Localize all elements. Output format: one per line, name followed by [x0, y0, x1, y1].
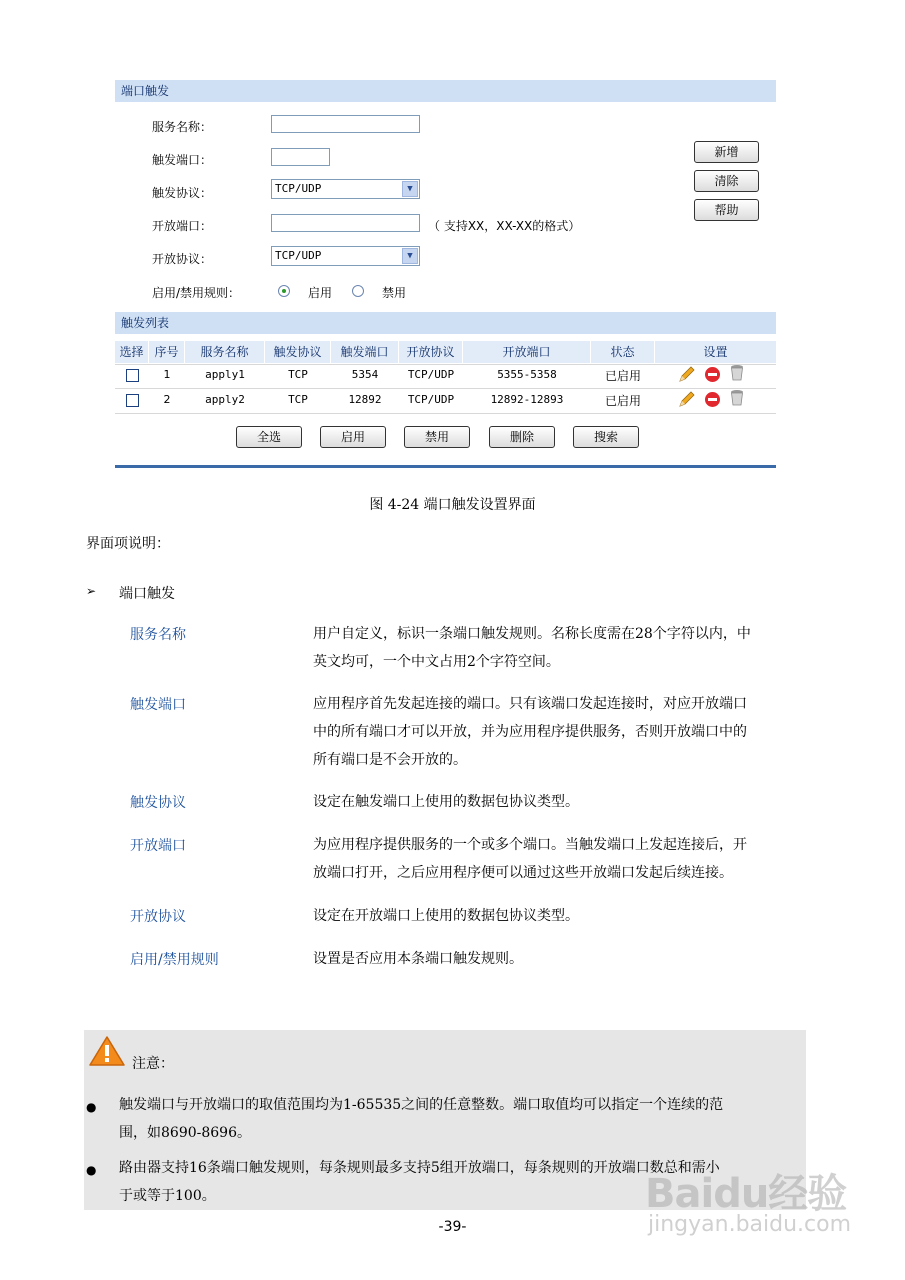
desc-service-name	[313, 620, 813, 676]
chevron-down-icon: ▼	[402, 181, 418, 197]
row-trigger-protocol: TCP	[288, 368, 308, 381]
open-protocol-label: 开放协议：	[152, 252, 213, 266]
row-trigger-port: 5354	[351, 368, 379, 381]
row-open-protocol: TCP/UDP	[407, 393, 455, 406]
col-status: 状态	[591, 341, 655, 363]
figure-caption: 图 4-24 端口触发设置界面	[369, 497, 536, 513]
desc-line: 设定在触发端口上使用的数据包协议类型。	[313, 794, 579, 810]
row-trigger-port: 12892	[348, 393, 382, 406]
enable-radio-label: 启用	[308, 286, 333, 300]
note-line: 触发端口与开放端口的取值范围均为1-65535之间的任意整数。端口取值均可以指定一个连续的范	[119, 1097, 724, 1113]
note-line: 于或等于100。	[119, 1188, 216, 1204]
trash-icon[interactable]	[730, 364, 744, 381]
delete-button[interactable]: 删除	[489, 426, 555, 448]
intro-text: 界面项说明：	[86, 536, 170, 552]
table-header	[115, 341, 776, 363]
edit-pencil-icon[interactable]	[678, 390, 696, 408]
note-line: 路由器支持16条端口触发规则，每条规则最多支持5组开放端口，每条规则的开放端口数总和需小	[119, 1160, 720, 1176]
trigger-protocol-select[interactable]	[271, 179, 420, 199]
rule-toggle-label: 启用/禁用规则：	[152, 286, 241, 300]
disable-icon[interactable]	[705, 392, 720, 407]
open-port-hint: （ 支持XX，XX-XX的格式）	[428, 219, 581, 233]
trash-icon[interactable]	[730, 389, 744, 406]
row-divider	[115, 364, 776, 365]
desc-rule-toggle	[313, 945, 813, 973]
row-index: 2	[163, 393, 171, 406]
row-open-protocol: TCP/UDP	[407, 368, 455, 381]
warning-icon	[88, 1035, 126, 1067]
help-button[interactable]: 帮助	[694, 199, 759, 221]
row-open-port: 5355-5358	[497, 368, 557, 381]
note-line: 围，如8690-8696。	[119, 1125, 251, 1141]
desc-line: 放端口打开，之后应用程序便可以通过这些开放端口发起后续连接。	[313, 865, 733, 881]
baidu-watermark-logo: Baidu经验	[645, 1171, 847, 1217]
row-trigger-protocol: TCP	[288, 393, 308, 406]
desc-line: 应用程序首先发起连接的端口。只有该端口发起连接时，对应开放端口	[313, 696, 747, 712]
service-name-input[interactable]	[271, 115, 420, 133]
edit-pencil-icon[interactable]	[678, 365, 696, 383]
desc-open-protocol	[313, 902, 813, 930]
desc-line: 所有端口是不会开放的。	[313, 752, 467, 768]
clear-button[interactable]: 清除	[694, 170, 759, 192]
arrow-bullet-icon: ➢	[86, 584, 97, 598]
desc-line: 中的所有端口才可以开放，并为应用程序提供服务，否则开放端口中的	[313, 724, 747, 740]
desc-line: 设定在开放端口上使用的数据包协议类型。	[313, 908, 579, 924]
desc-line: 英文均可，一个中文占用2个字符空间。	[313, 654, 560, 670]
col-trigger-port: 触发端口	[331, 341, 399, 363]
port-trigger-panel	[115, 80, 776, 470]
trigger-protocol-value: TCP/UDP	[275, 182, 322, 195]
term-rule-toggle: 启用/禁用规则	[130, 952, 219, 968]
col-open-protocol: 开放协议	[399, 341, 463, 363]
note-title: 注意：	[132, 1056, 174, 1072]
disable-icon[interactable]	[705, 367, 720, 382]
col-open-port: 开放端口	[463, 341, 591, 363]
term-trigger-protocol: 触发协议	[130, 795, 186, 811]
open-port-input[interactable]	[271, 214, 420, 232]
trigger-port-label: 触发端口：	[152, 153, 213, 167]
desc-trigger-protocol	[313, 788, 813, 816]
desc-line: 设置是否应用本条端口触发规则。	[313, 951, 523, 967]
disable-button[interactable]: 禁用	[404, 426, 470, 448]
col-trigger-protocol: 触发协议	[265, 341, 331, 363]
row-status: 已启用	[604, 394, 641, 408]
bullet-icon: ●	[86, 1100, 97, 1114]
col-index: 序号	[149, 341, 185, 363]
row-index: 1	[163, 368, 171, 381]
section-heading: 端口触发	[119, 586, 175, 602]
row-service-name: apply1	[205, 368, 245, 381]
col-select: 选择	[115, 341, 149, 363]
trigger-list-title-bar: 触发列表	[115, 312, 776, 334]
row-divider	[115, 388, 776, 389]
desc-open-port	[313, 831, 813, 887]
row-open-port: 12892-12893	[490, 393, 564, 406]
term-trigger-port: 触发端口	[130, 697, 186, 713]
disable-radio[interactable]	[352, 285, 364, 297]
note-item	[119, 1091, 809, 1147]
add-button[interactable]: 新增	[694, 141, 759, 163]
bullet-icon: ●	[86, 1163, 97, 1177]
row-divider	[115, 413, 776, 414]
trigger-port-input[interactable]	[271, 148, 330, 166]
col-name: 服务名称	[185, 341, 265, 363]
desc-trigger-port	[313, 690, 813, 774]
row-service-name: apply2	[205, 393, 245, 406]
panel-bottom-rule	[115, 465, 776, 468]
trigger-protocol-label: 触发协议：	[152, 186, 213, 200]
term-open-port: 开放端口	[130, 838, 186, 854]
row-status: 已启用	[604, 369, 641, 383]
select-all-button[interactable]: 全选	[236, 426, 302, 448]
chevron-down-icon: ▼	[402, 248, 418, 264]
term-open-protocol: 开放协议	[130, 909, 186, 925]
section-title-bar: 端口触发	[115, 80, 776, 102]
col-settings: 设置	[703, 345, 728, 359]
disable-radio-label: 禁用	[382, 286, 407, 300]
desc-line: 为应用程序提供服务的一个或多个端口。当触发端口上发起连接后，开	[313, 837, 747, 853]
page-number: -39-	[438, 1219, 467, 1235]
desc-line: 用户自定义，标识一条端口触发规则。名称长度需在28个字符以内，中	[313, 626, 751, 642]
term-service-name: 服务名称	[130, 627, 186, 643]
open-protocol-value: TCP/UDP	[275, 249, 322, 262]
open-port-label: 开放端口：	[152, 219, 213, 233]
enable-radio[interactable]	[278, 285, 290, 297]
enable-button[interactable]: 启用	[320, 426, 386, 448]
search-button[interactable]: 搜索	[573, 426, 639, 448]
row-checkbox[interactable]	[126, 394, 139, 407]
open-protocol-select[interactable]	[271, 246, 420, 266]
row-checkbox[interactable]	[126, 369, 139, 382]
service-name-label: 服务名称：	[152, 120, 213, 134]
baidu-watermark-url: jingyan.baidu.com	[648, 1212, 852, 1237]
